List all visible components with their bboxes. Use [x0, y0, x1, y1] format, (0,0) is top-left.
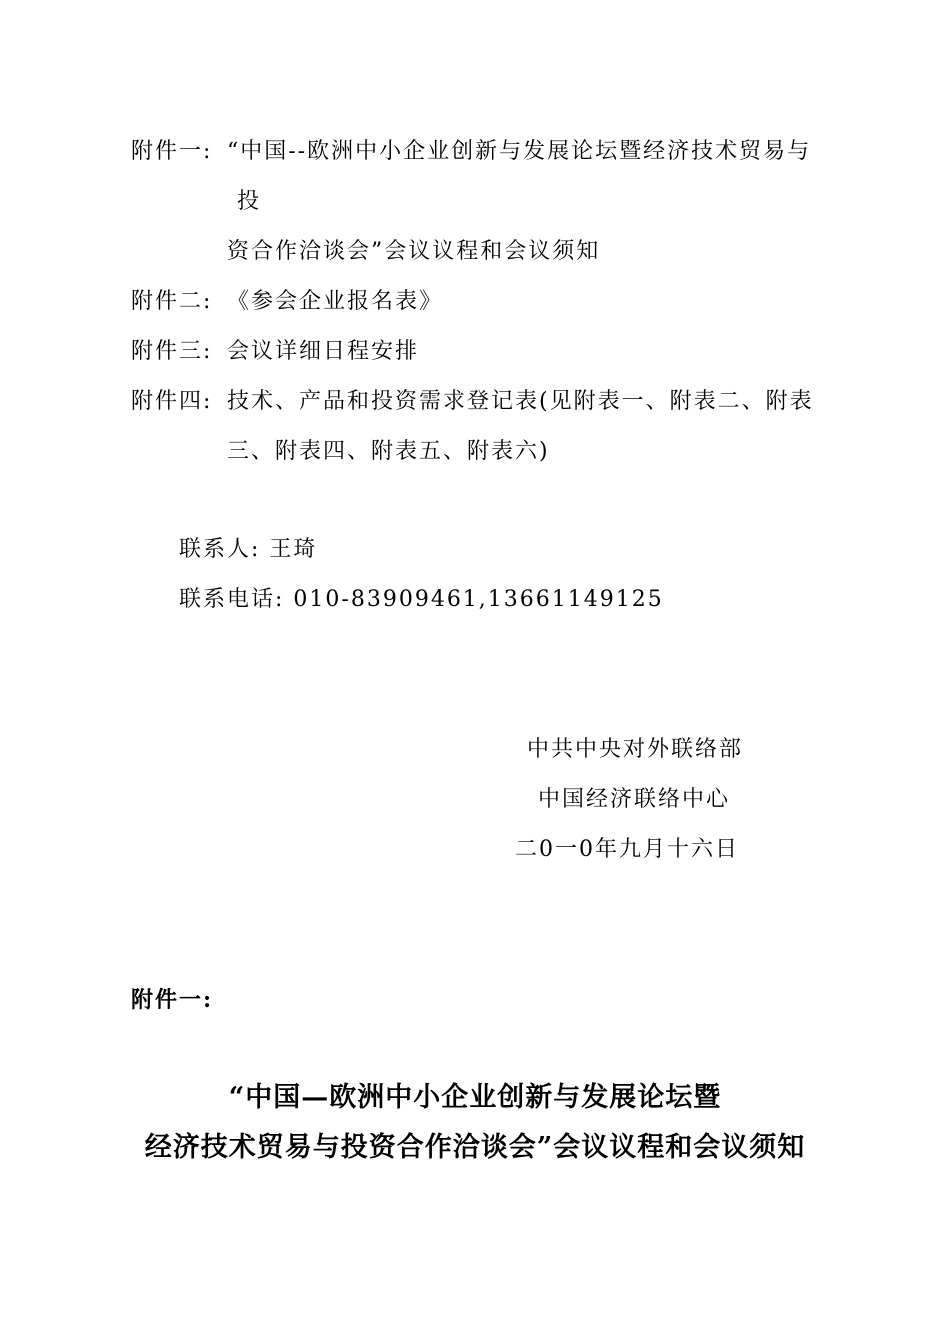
signature-org-1: 中共中央对外联络部 [527, 737, 744, 762]
attachment-3-line-1: 会议详细日程安排 [227, 339, 420, 364]
section-title-line-2: 经济技术贸易与投资合作洽谈会”会议议程和会议须知 [144, 1132, 806, 1163]
attachment-1-line-3: 资合作洽谈会”会议议程和会议须知 [227, 239, 601, 264]
attachment-1-line-2: 投 [237, 189, 262, 214]
attachment-4-line-1: 技术、产品和投资需求登记表(见附表一、附表二、附表 [227, 389, 814, 414]
signature-date: 二0一0年九月十六日 [515, 837, 739, 862]
attachment-2-label: 附件二: [131, 289, 213, 314]
section-title-line-1: “中国—欧洲中小企业创新与发展论坛暨 [228, 1082, 722, 1113]
attachment-4-label: 附件四: [131, 389, 213, 414]
signature-org-2: 中国经济联络中心 [538, 787, 731, 812]
contact-phone: 联系电话: 010-83909461,13661149125 [179, 587, 664, 612]
attachment-1-line-1: “中国--欧洲中小企业创新与发展论坛暨经济技术贸易与 [227, 139, 812, 164]
attachment-3-label: 附件三: [131, 339, 213, 364]
attachment-1-label: 附件一: [131, 139, 213, 164]
attachment-4-line-2: 三、附表四、附表五、附表六) [227, 439, 550, 464]
contact-person: 联系人: 王琦 [179, 537, 318, 562]
attachment-2-line-1: 《参会企业报名表》 [227, 289, 444, 314]
section-label: 附件一: [131, 987, 214, 1013]
